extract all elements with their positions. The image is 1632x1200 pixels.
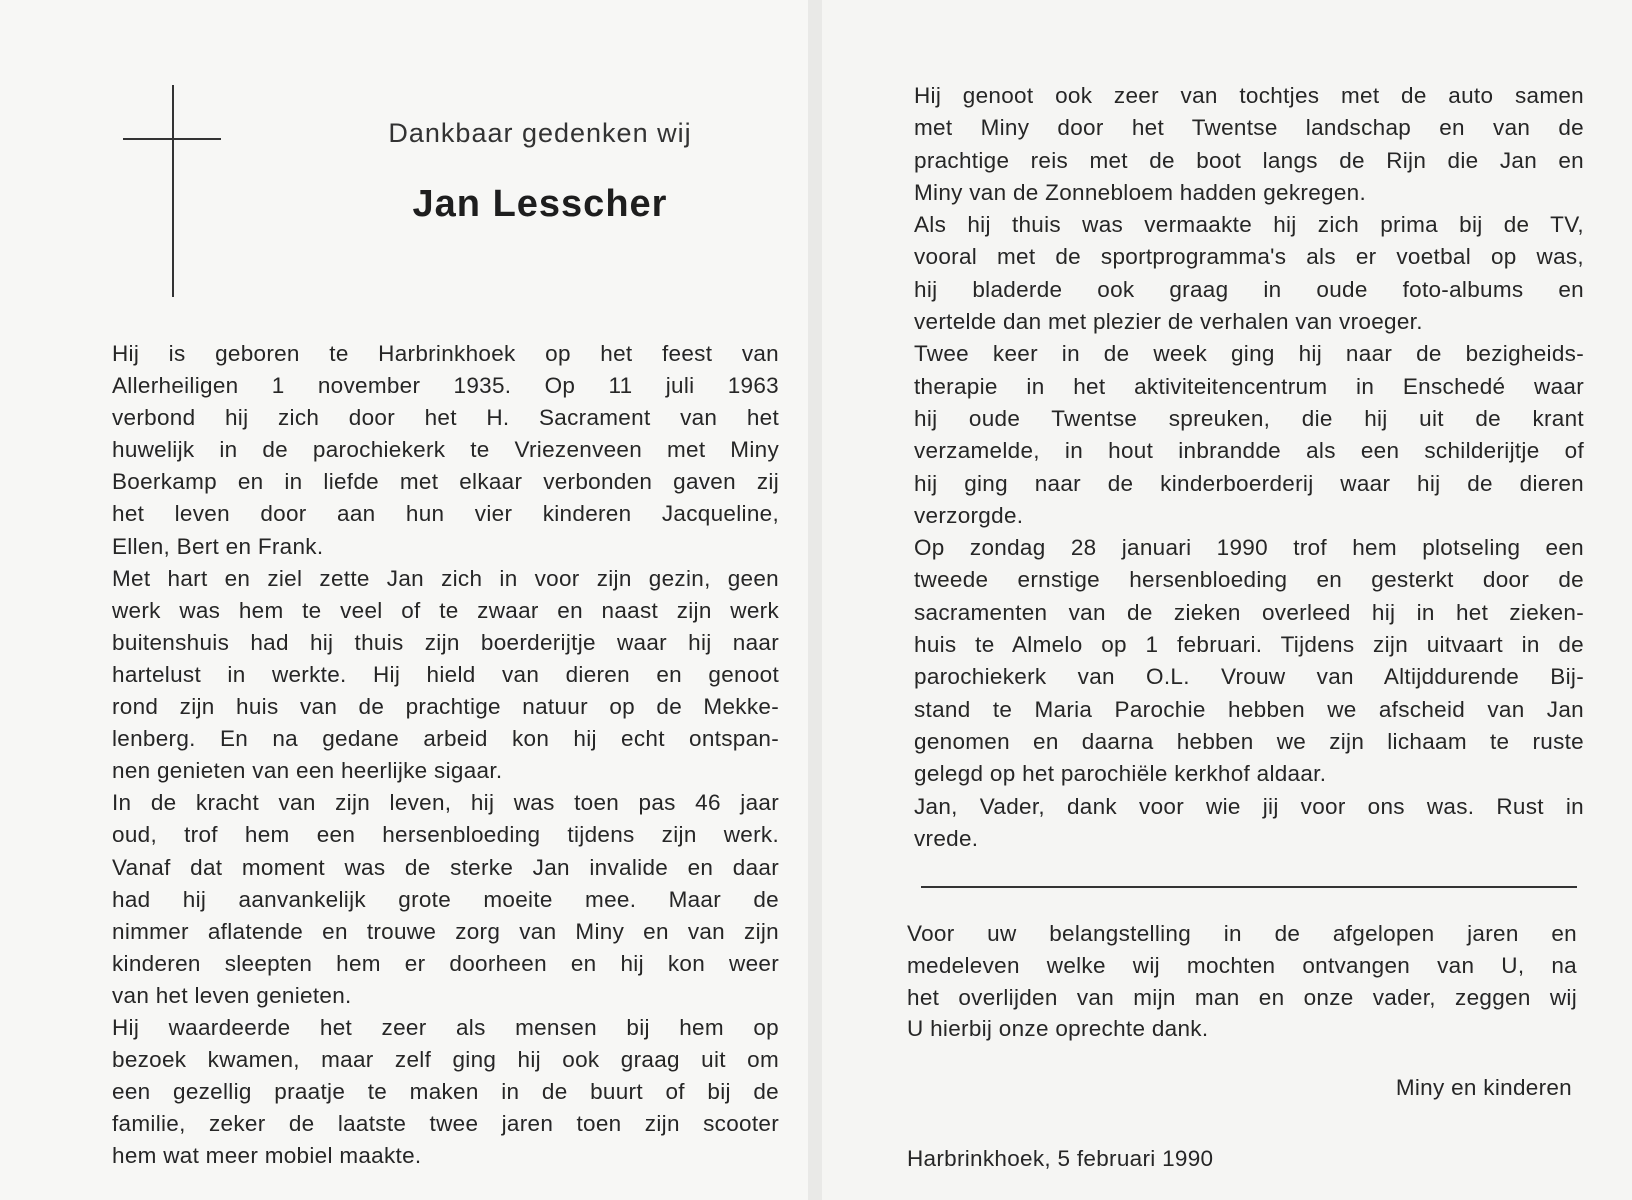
- text-line: Miny van de Zonnebloem hadden gekregen.: [914, 179, 1366, 205]
- text-line: het overlijden van mijn man en onze vader, zeggen wij: [907, 984, 1577, 1010]
- text-line: met Miny door het Twentse landschap en van de: [914, 115, 1584, 141]
- text-line: Met hart en ziel zette Jan zich in voor zijn gezin, geen: [112, 565, 779, 591]
- text-line: Twee keer in de week ging hij naar de bezigheids-: [914, 341, 1584, 367]
- text-line: verzamelde, in hout inbrandde als een schilderijtje of: [914, 438, 1584, 464]
- divider: [921, 886, 1577, 888]
- text-line: Voor uw belangstelling in de afgelopen jaren en: [907, 921, 1577, 946]
- cross-icon: [172, 85, 174, 297]
- place-date: Harbrinkhoek, 5 februari 1990: [907, 1146, 1214, 1171]
- cross-icon-bar: [123, 138, 221, 140]
- text-line: hij ging naar de kinderboerderij waar hij de dieren: [914, 470, 1584, 496]
- thanks-message: [907, 918, 1577, 1045]
- text-line: Vanaf dat moment was de sterke Jan invalide en daar: [112, 854, 779, 880]
- text-line: Hij genoot ook zeer van tochtjes met de auto samen: [914, 83, 1584, 108]
- text-line: verbond hij zich door het H. Sacrament van het: [112, 405, 779, 431]
- text-line: Ellen, Bert en Frank.: [112, 533, 324, 559]
- text-line: Jan, Vader, dank voor wie jij voor ons was. Rust in: [914, 793, 1584, 819]
- text-line: Hij waardeerde het zeer als mensen bij hem op: [112, 1014, 779, 1040]
- text-line: genomen en daarna hebben we zijn lichaam te ruste: [914, 728, 1584, 754]
- text-line: vertelde dan met plezier de verhalen van vroeger.: [914, 309, 1423, 335]
- text-line: Hij is geboren te Harbrinkhoek op het feest van: [112, 341, 779, 366]
- heading-subtitle: Dankbaar gedenken wij: [388, 118, 692, 148]
- text-line: hem wat meer mobiel maakte.: [112, 1143, 422, 1169]
- text-line: stand te Maria Parochie hebben we afscheid van Jan: [914, 696, 1584, 722]
- text-line: gelegd op het parochiële kerkhof aldaar.: [914, 761, 1327, 787]
- signature: Miny en kinderen: [1395, 1075, 1572, 1100]
- text-line: In de kracht van zijn leven, hij was toen pas 46 jaar: [112, 790, 779, 816]
- text-line: prachtige reis met de boot langs de Rijn die Jan en: [914, 147, 1584, 173]
- text-line: buitenshuis had hij thuis zijn boerderijtje waar hij naar: [112, 629, 779, 655]
- text-line: Allerheiligen 1 november 1935. Op 11 juli 1963: [112, 373, 779, 399]
- text-line: kinderen sleepten hem er doorheen en hij kon weer: [112, 950, 779, 976]
- text-line: medeleven welke wij mochten ontvangen van U, na: [907, 952, 1577, 978]
- text-line: tweede ernstige hersenbloeding en gesterkt door de: [914, 567, 1584, 593]
- text-line: Boerkamp en in liefde met elkaar verbonden gaven zij: [112, 469, 779, 495]
- left-page: [0, 0, 808, 1200]
- deceased-name: Jan Lesscher: [412, 183, 668, 225]
- text-line: hij oude Twentse spreuken, die hij uit de krant: [914, 405, 1584, 431]
- text-line: vrede.: [914, 825, 979, 851]
- text-line: vooral met de sportprogramma's als er voetbal op was,: [914, 244, 1584, 270]
- text-line: huis te Almelo op 1 februari. Tijdens zijn uitvaart in de: [914, 632, 1584, 658]
- text-line: U hierbij onze oprechte dank.: [907, 1016, 1209, 1042]
- text-line: sacramenten van de zieken overleed hij in het zieken-: [914, 599, 1584, 625]
- right-page: [822, 0, 1632, 1200]
- text-line: therapie in het aktiviteitencentrum in Enschedé waar: [914, 373, 1584, 399]
- text-line: hij bladerde ook graag in oude foto-albums en: [914, 276, 1584, 302]
- text-line: van het leven genieten.: [112, 982, 352, 1008]
- text-line: lenberg. En na gedane arbeid kon hij echt ontspan-: [112, 726, 779, 752]
- text-line: had hij aanvankelijk grote moeite mee. Maar de: [112, 886, 779, 912]
- text-line: Als hij thuis was vermaakte hij zich prima bij de TV,: [914, 212, 1584, 238]
- text-line: oud, trof hem een hersenbloeding tijdens zijn werk.: [112, 822, 779, 848]
- text-line: een gezellig praatje te maken in de buurt of bij de: [112, 1079, 779, 1105]
- biography-right: [914, 80, 1584, 855]
- text-line: nen genieten van een heerlijke sigaar.: [112, 758, 503, 784]
- text-line: het leven door aan hun vier kinderen Jacqueline,: [112, 501, 779, 527]
- text-line: Op zondag 28 januari 1990 trof hem plotseling een: [914, 535, 1584, 561]
- text-line: parochiekerk van O.L. Vrouw van Altijddurende Bij-: [914, 664, 1584, 690]
- text-line: huwelijk in de parochiekerk te Vriezenveen met Miny: [112, 437, 779, 463]
- text-line: werk was hem te veel of te zwaar en naast zijn werk: [112, 597, 779, 623]
- biography-left: [112, 338, 779, 1172]
- text-line: bezoek kwamen, maar zelf ging hij ook graag uit om: [112, 1047, 779, 1073]
- text-line: hartelust in werkte. Hij hield van dieren en genoot: [112, 661, 779, 687]
- text-line: nimmer aflatende en trouwe zorg van Miny en van zijn: [112, 918, 779, 944]
- text-line: familie, zeker de laatste twee jaren toen zijn scooter: [112, 1111, 779, 1137]
- text-line: verzorgde.: [914, 502, 1024, 528]
- text-line: rond zijn huis van de prachtige natuur op de Mekke-: [112, 694, 779, 720]
